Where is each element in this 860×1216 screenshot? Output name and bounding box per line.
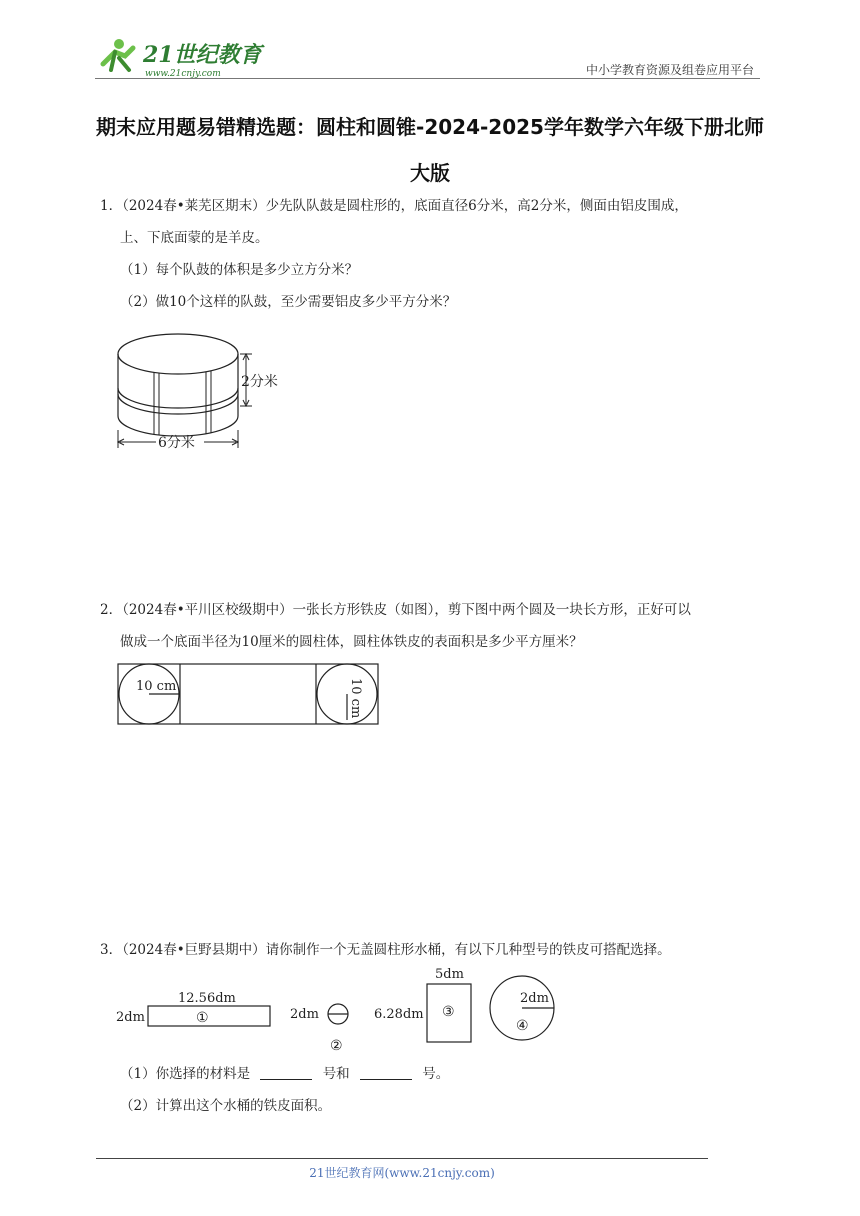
circle2-number: ②	[330, 1038, 343, 1054]
question-1-stem-a: 1．（2024春•莱芜区期末）少先队队鼓是圆柱形的，底面直径6分米，高2分米，侧面由铝皮围成，	[100, 198, 688, 214]
left-radius-label: 10 cm	[136, 679, 177, 694]
answer-blank-1[interactable]	[260, 1063, 312, 1080]
runner-icon	[103, 39, 133, 70]
rect3-number: ③	[442, 1004, 455, 1020]
question-1-part-2: （2）做10个这样的队鼓，至少需要铝皮多少平方分米？	[120, 294, 457, 310]
rect1-height-label: 2dm	[116, 1010, 145, 1025]
platform-name: 中小学教育资源及组卷应用平台	[585, 63, 754, 77]
question-3-part-2: （2）计算出这个水桶的铁皮面积。	[120, 1098, 332, 1114]
rect3-height-label: 6.28dm	[374, 1007, 424, 1022]
right-radius-label: 10 cm	[348, 678, 363, 719]
question-2-stem-a: 2．（2024春•平川区校级期中）一张长方形铁皮（如图），剪下图中两个圆及一块长方形，正好可以	[100, 602, 691, 618]
rect3-width-label: 5dm	[435, 967, 464, 982]
materials-figure	[116, 964, 566, 1060]
circle2-label: 2dm	[290, 1007, 319, 1022]
part1-text-a: （1）你选择的材料是	[120, 1066, 251, 1082]
sheet-figure	[116, 662, 382, 732]
question-1-stem-b: 上、下底面蒙的是羊皮。	[120, 230, 269, 246]
circle4-label: 2dm	[520, 991, 549, 1006]
question-1	[100, 190, 770, 318]
question-1-part-1: （1）每个队鼓的体积是多少立方分米？	[120, 262, 359, 278]
svg-text:21世纪教育: 21世纪教育	[143, 42, 262, 68]
question-3-stem: 3．（2024春•巨野县期中）请你制作一个无盖圆柱形水桶，有以下几种型号的铁皮可搭配选择。	[100, 942, 671, 958]
svg-text:www.21cnjy.com: www.21cnjy.com	[145, 69, 221, 79]
rect1-number: ①	[196, 1010, 209, 1026]
page-title: 期末应用题易错精选题：圆柱和圆锥-2024-2025学年数学六年级下册北师大版	[96, 115, 764, 185]
part1-text-b: 号和	[322, 1066, 350, 1082]
question-2-stem-b: 做成一个底面半径为10厘米的圆柱体，圆柱体铁皮的表面积是多少平方厘米？	[120, 634, 583, 650]
rect1-width-label: 12.56dm	[178, 991, 236, 1006]
part1-text-c: 号。	[422, 1066, 450, 1082]
question-3-parts	[120, 1058, 770, 1122]
header-divider	[95, 78, 760, 79]
drum-figure	[112, 330, 292, 456]
height-label: 2分米	[241, 374, 278, 390]
site-logo	[95, 36, 265, 80]
footer-text: 21世纪教育网(www.21cnjy.com)	[309, 1166, 495, 1180]
diameter-label: 6分米	[158, 435, 195, 451]
circle4-number: ④	[516, 1018, 529, 1034]
answer-blank-2[interactable]	[360, 1063, 412, 1080]
footer-divider	[96, 1158, 708, 1159]
question-2	[100, 594, 770, 658]
question-3-part-1	[120, 1058, 770, 1090]
